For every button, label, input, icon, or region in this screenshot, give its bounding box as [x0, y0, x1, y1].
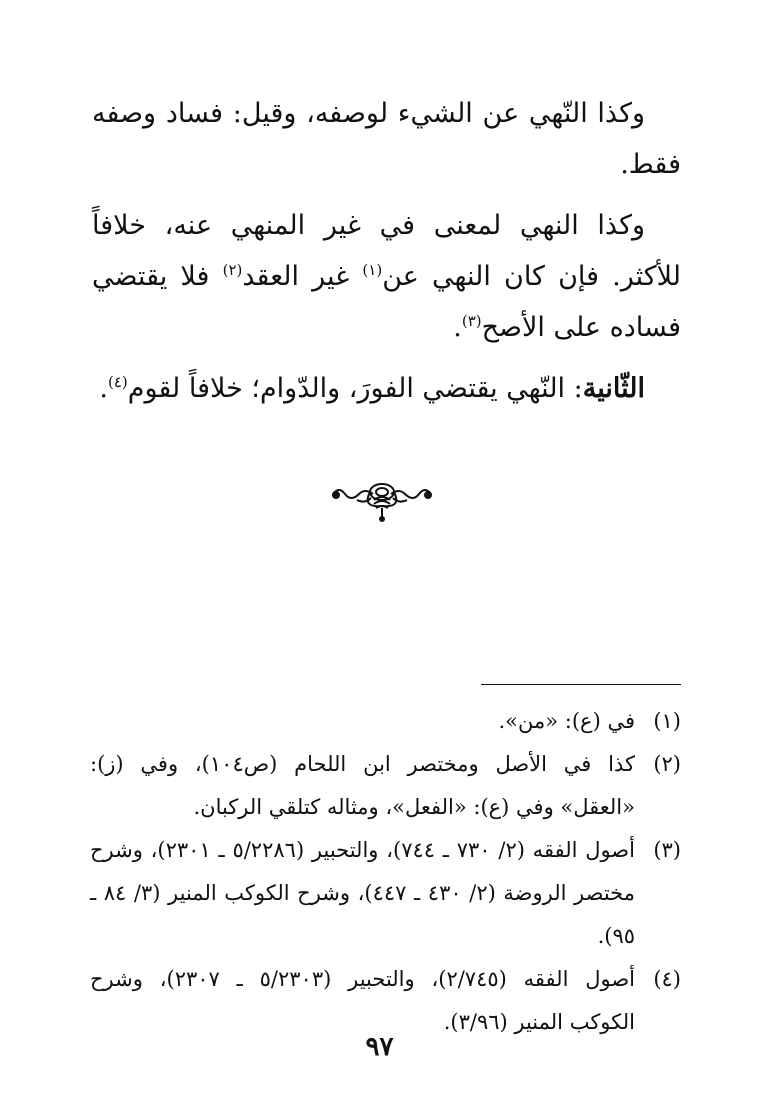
footnote-text: كذا في الأصل ومختصر ابن اللحام (ص١٠٤)، وفي (ز): «العقل» وفي (ع): «الفعل»، ومثاله كتلقي الركبان.	[90, 752, 636, 819]
paragraph-2-text-b: غير العقد	[242, 261, 363, 292]
footnote-text: في (ع): «من».	[498, 709, 635, 733]
footnote-number: (٢)	[653, 752, 681, 776]
footnote-number: (٣)	[653, 838, 681, 862]
footnote-text: أصول الفقه (٢/ ٧٣٠ ـ ٧٤٤)، والتحبير (٥/٢٢٨٦ ـ ٢٣٠١)، وشرح مختصر الروضة (٢/ ٤٣٠ ـ ٤٤٧)، وشرح الكوكب المنير (٣/ ٨٤ ـ ٩٥).	[90, 838, 635, 948]
footnote-text: أصول الفقه (٢/٧٤٥)، والتحبير (٥/٢٣٠٣ ـ ٢٣٠٧)، وشرح الكوكب المنير (٣/٩٦).	[90, 967, 636, 1034]
footnote-2	[90, 743, 681, 829]
page-number: ٩٧	[365, 1032, 394, 1062]
floral-ornament-icon	[327, 478, 437, 522]
paragraph-1-text: وكذا النّهي عن الشيء لوصفه، وقيل: فساد وصفه فقط.	[92, 98, 681, 180]
section-label: الثّانية	[582, 373, 645, 404]
paragraph-2-end: .	[453, 312, 462, 343]
paragraph-3-end: .	[99, 373, 108, 404]
footnote-number: (١)	[653, 709, 681, 733]
paragraph-1	[92, 88, 681, 190]
footnote-3	[90, 829, 681, 958]
footnotes	[90, 700, 681, 1044]
footnote-1	[90, 700, 681, 743]
paragraph-3	[92, 363, 681, 414]
footnote-ref-2[interactable]: (٢)	[222, 261, 243, 279]
footnote-number: (٤)	[653, 967, 681, 991]
footnote-ref-1[interactable]: (١)	[362, 261, 383, 279]
paragraph-3-text: : النّهي يقتضي الفورَ، والدّوام؛ خلافاً لقوم	[127, 373, 583, 404]
paragraph-2-text-c: فلا يقتضي فساده على الأصح	[92, 261, 681, 343]
footnote-ref-4[interactable]: (٤)	[107, 373, 128, 391]
footnote-divider	[481, 684, 681, 685]
main-text	[92, 88, 681, 424]
paragraph-2	[92, 200, 681, 353]
paragraph-2-text-a: وكذا النهي لمعنى في غير المنهي عنه، خلافاً للأكثر. فإن كان النهي عن	[92, 210, 681, 292]
footnote-ref-3[interactable]: (٣)	[461, 312, 482, 330]
